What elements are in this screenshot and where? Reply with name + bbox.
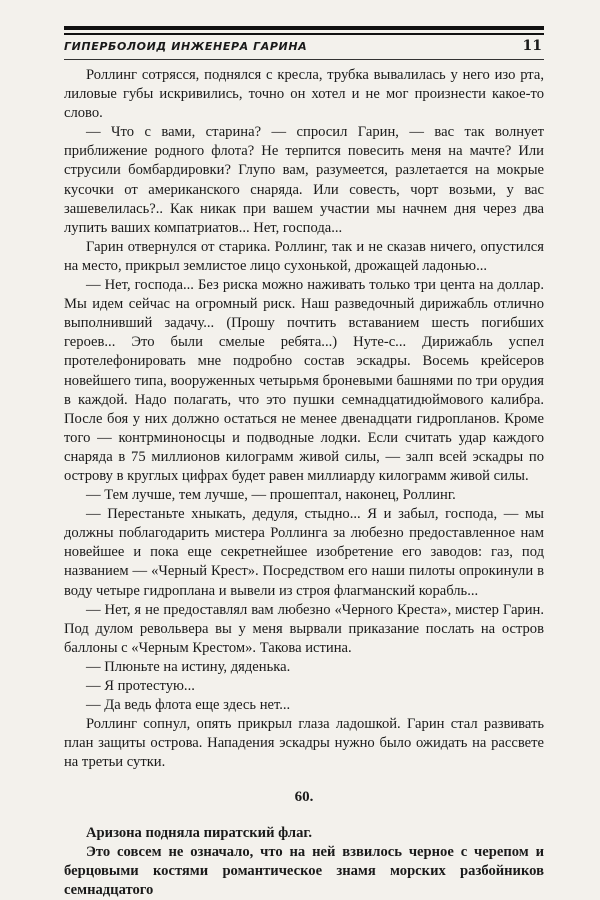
header-underline — [64, 59, 544, 60]
paragraph: Роллинг сотрясся, поднялся с кресла, трубка вывалилась у него изо рта, лиловые губы искривились, точно он хотел и не мог произнести какое-то слово. — [64, 67, 544, 122]
paragraph: — Что с вами, старина? — спросил Гарин, — вас так волнует приближение родного флота? Не терпится повесить меня на мачте? Или струсили бомбардировки? Глупо вам, разумеется, разлетается на мокрые кусочки от американского снаряда. Или совесть, чорт возьми, у вас зашевелилась?.. Как никак при вашем участии мы начнем дня через два лупить ваших компатриатов... Нет, господа... — [64, 124, 544, 236]
page-header — [64, 40, 544, 58]
running-title: ГИПЕРБОЛОИД ИНЖЕНЕРА ГАРИНА — [64, 40, 308, 53]
header-rule-thick — [64, 26, 544, 30]
paragraph: — Нет, я не предоставлял вам любезно «Черного Креста», мистер Гарин. Под дулом револьвера вы у меня вырвали приказание послать на остров баллоны с «Черным Крестом». Такова истина. — [64, 601, 544, 656]
chapter-paragraph: Аризона подняла пиратский флаг. — [86, 824, 312, 841]
paragraph: — Я протестую... — [86, 678, 195, 694]
paragraph: — Перестаньте хныкать, дедуля, стыдно... Я и забыл, господа, — мы должны поблагодарить мистера Роллинга за любезно предоставленное нам новейшее и пока еще секретнейшее изобретение его заводов: газ, под названием — «Черный Крест». Посредством его наши пилоты опрокинули в воду четыре гидроплана и вывели из строя флагманский корабль... — [64, 506, 544, 599]
header-rule-thin — [64, 33, 544, 35]
paragraph: — Плюньте на истину, дяденька. — [86, 658, 291, 675]
body-text — [64, 66, 544, 900]
paragraph: — Нет, господа... Без риска можно наживать только три цента на доллар. Мы идем сейчас на огромный риск. Наш разведочный дирижабль отлично выполнивший задачу... (Прошу почтить вставанием шесть погибших героев... Это были смелые ребята...) Нуте-с... Дирижабль успел протелефонировать мне подробно состав эскадры. Восемь крейсеров новейшего типа, вооруженных четырьмя броневыми башнями по три орудия в каждой. Надо полагать, что это пушки семнадцатидюймового калибра. После боя у них должно остаться не менее двенадцати гидропланов. Кроме того — контрминоносцы и подводные лодки. Если считать удар каждого снаряда в 75 миллионов килограмм живой силы, — залп всей эскадры по острову в круглых цифрах будет равен миллиарду килограмм живой силы. — [64, 277, 544, 484]
paragraph: — Да ведь флота еще здесь нет... — [86, 697, 291, 714]
chapter-number: 60. — [294, 789, 314, 806]
paragraph: Роллинг сопнул, опять прикрыл глаза ладошкой. Гарин стал развивать план защиты острова. Нападения эскадры нужно было ожидать на рассвете на третьи сутки. — [64, 716, 544, 771]
chapter-paragraph: Это совсем не означало, что на ней взвилось черное с черепом и берцовыми костями романтическое знамя морских разбойников семнадцатого — [64, 843, 544, 898]
paragraph: Гарин отвернулся от старика. Роллинг, так и не сказав ничего, опустился на место, прикрыл землистое лицо сухонькой, дрожащей ладонью... — [64, 238, 544, 274]
page-number: 11 — [522, 38, 542, 54]
paragraph: — Тем лучше, тем лучше, — прошептал, наконец, Роллинг. — [86, 487, 456, 504]
